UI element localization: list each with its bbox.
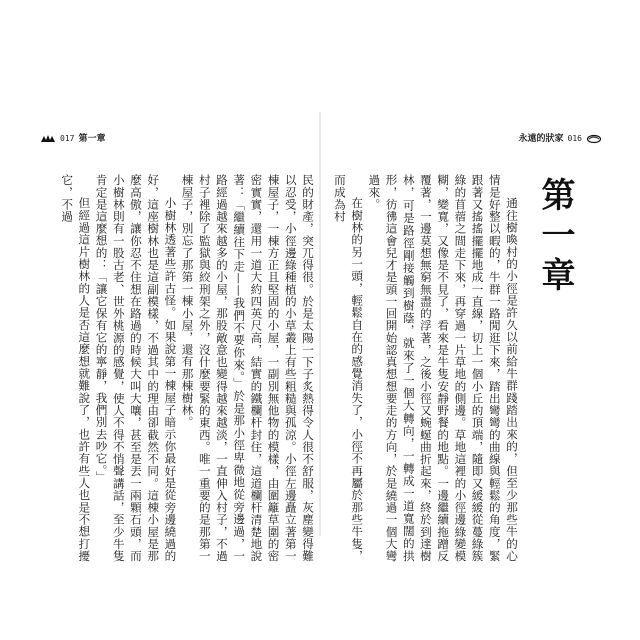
header-right xyxy=(519,133,602,145)
book-gutter xyxy=(319,112,321,536)
ornament-icon xyxy=(586,134,602,144)
header-left xyxy=(40,133,105,145)
running-book-title: 永遠的狀家 xyxy=(518,134,564,144)
page-number-left: 017 xyxy=(60,134,75,143)
paragraph: 民的財產，突兀得很。於是太陽一下子炙熱得令人很不舒服，灰塵變得難以忍受，小徑邊綠種植的小草叢上有些粗糙與孤涼。小徑左邊矗立著第一棟屋子，一棟方正且堅固的小屋，一副別無他物的模樣，由圍籬草圍的密密實實，還用一道大約四英尺高，結實的鐵欄杆封住，這道欄杆清楚地說著：「繼續往下走——我們不要你來。」於是那小徑卑微地從旁邊過，一路經過越來越多的小屋，那股敵意也變得越來越淡，一直伸入村子，不過村子裡除了監獄與絞刑架之外，沒什麼要緊的東西。唯一重要的是那第一棟屋子，別忘了那第一棟小屋，還有那棟樹林。 xyxy=(180,174,315,562)
publisher-logo-icon xyxy=(40,134,56,144)
chapter-heading: 第一章 xyxy=(535,177,575,297)
right-page-body xyxy=(332,174,520,562)
page-number-right: 016 xyxy=(567,134,582,143)
running-chapter: 第一章 xyxy=(78,134,106,144)
left-page-body xyxy=(50,174,316,562)
paragraph: 但經過這片樹林的人是否這麼想就難說了，也許有些人也是不想打擾它，不過 xyxy=(60,174,92,562)
paragraph: 在樹林的另一頭，輕鬆自在的感覺消失了，小徑不再屬於那些牛隻，而成為村 xyxy=(332,174,365,562)
paragraph: 小樹林透著些許古怪。如果說第一棟屋子暗示你最好是從旁邊繞過的好，這座樹林也是這副模樣，不過其中的理由卻截然不同。這棟小屋是那麼高傲，讓你忍不住想在路過的時候大叫大嚷，甚至是丟一兩顆石頭，而小樹林則有一股古老、世外桃源的感覺，使人不得不悄聲講話，至少牛隻肯定是這麼想的：「讓它保有它的寧靜，我們別去吵它。」 xyxy=(94,174,178,562)
paragraph: 通往樹喚村的小徑是許久以前給牛群踐踏出來的，但至少那些牛的心情是好整以暇的，牛群一路閒逛下來，踏出彎彎的曲線與輕鬆的角度，緊跟著又搖搖擺擺地成一直線，切上一個小丘的頂端，隨即又緩緩從蔓綠簇綠的苜蓿之間走下來，再穿過一片草地的側邊。草地這裡的小徑邊綠變模糊，變寬，又像是不見了，看來是牛隻安靜野餐的地點。一邊繼續拖蹭反覆著，一邊莫想無窮無盡的浮著，之後小徑又蜿蜒曲折起來，終於到達樹林，可是路徑剛接觸到樹蔭，就來了一個大轉向，一轉成一道寬闊的拱形，彷彿這會兒才是頭一回開始認真想想要走的方向，於是繞過一個大彎過來。 xyxy=(367,174,519,562)
